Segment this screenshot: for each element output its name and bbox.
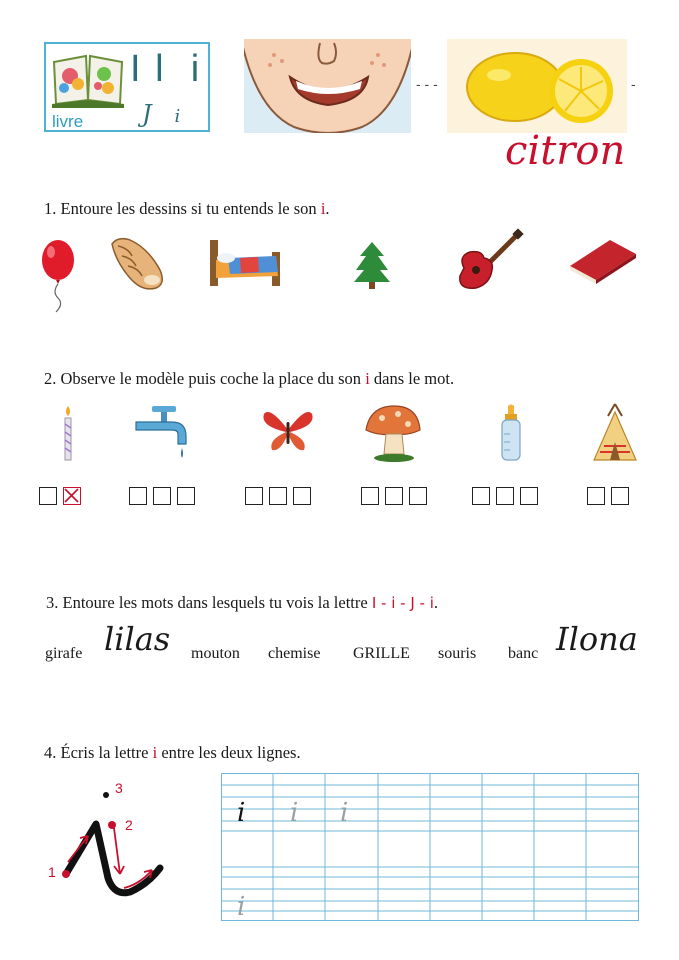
syllable-box[interactable]: [39, 487, 57, 505]
guitar-icon: [454, 228, 524, 294]
syllable-boxes-bottle: [472, 487, 544, 505]
syllable-boxes-teepee: [587, 487, 635, 505]
stroke-number-3: 3: [115, 780, 123, 796]
syllable-box[interactable]: [129, 487, 147, 505]
livre-label: livre: [52, 112, 84, 131]
word-grille[interactable]: GRILLE: [353, 645, 410, 662]
syllable-box[interactable]: [611, 487, 629, 505]
syllable-box[interactable]: [409, 487, 427, 505]
question-2: 2. Observe le modèle puis coche la place du son i dans le mot.: [44, 369, 455, 388]
smiling-face-picture: [244, 39, 411, 133]
syllable-box-checked[interactable]: [63, 487, 81, 505]
word-ilona[interactable]: Ilona: [556, 620, 638, 658]
word-chemise[interactable]: chemise: [268, 645, 321, 662]
candle-icon: [58, 404, 78, 462]
syllable-box[interactable]: [245, 487, 263, 505]
syllable-boxes-butterfly: [245, 487, 317, 505]
question-4: 4. Écris la lettre i entre les deux lignes.: [44, 743, 301, 762]
question-3: 3. Entoure les mots dans lesquels tu vois la lettre I - i - J - i.: [46, 593, 438, 612]
letter-print: I l i: [130, 48, 202, 90]
balloon-icon: [38, 238, 78, 314]
bottle-icon: [496, 404, 526, 464]
syllable-box[interactable]: [496, 487, 514, 505]
open-book-icon: [50, 50, 126, 108]
tree-icon: [352, 240, 392, 290]
letter-card: [44, 42, 210, 132]
syllable-box[interactable]: [361, 487, 379, 505]
model-letter-i: i: [237, 798, 246, 828]
syllable-box[interactable]: [153, 487, 171, 505]
book-icon: [566, 236, 638, 286]
syllable-box[interactable]: [385, 487, 403, 505]
stroke-number-1: 1: [48, 864, 56, 880]
trace-letter-i: i: [237, 892, 246, 922]
stroke-order-model: [44, 778, 174, 908]
syllable-box[interactable]: [293, 487, 311, 505]
syllable-boxes-faucet: [129, 487, 201, 505]
separator-left: - - -: [416, 76, 438, 92]
syllable-boxes-candle: [39, 487, 87, 505]
butterfly-icon: [260, 404, 316, 456]
faucet-icon: [132, 404, 196, 462]
lemon-picture: [447, 39, 627, 133]
separator-right: -: [631, 76, 636, 92]
mushroom-icon: [362, 402, 424, 464]
writing-grid[interactable]: [221, 773, 639, 921]
citron-word: citron: [505, 128, 626, 174]
teepee-icon: [590, 402, 640, 464]
shell-icon: [108, 234, 168, 292]
stroke-number-2: 2: [125, 817, 133, 833]
word-lilas[interactable]: lilas: [104, 620, 171, 658]
trace-letter-i: i: [290, 798, 299, 828]
check-mark-icon: [64, 488, 79, 503]
question-1: 1. Entoure les dessins si tu entends le son i.: [44, 199, 330, 218]
letter-cursive: J i: [142, 100, 181, 128]
trace-letter-i: i: [340, 798, 349, 828]
syllable-box[interactable]: [177, 487, 195, 505]
syllable-box[interactable]: [587, 487, 605, 505]
word-mouton[interactable]: mouton: [191, 645, 240, 662]
word-banc[interactable]: banc: [508, 645, 539, 662]
face-icon: [244, 39, 411, 133]
bed-icon: [206, 236, 284, 290]
lemon-icon: [447, 39, 627, 133]
word-girafe[interactable]: girafe: [45, 645, 83, 662]
syllable-box[interactable]: [520, 487, 538, 505]
syllable-box[interactable]: [472, 487, 490, 505]
word-souris[interactable]: souris: [438, 645, 477, 662]
syllable-boxes-mushroom: [361, 487, 433, 505]
syllable-box[interactable]: [269, 487, 287, 505]
